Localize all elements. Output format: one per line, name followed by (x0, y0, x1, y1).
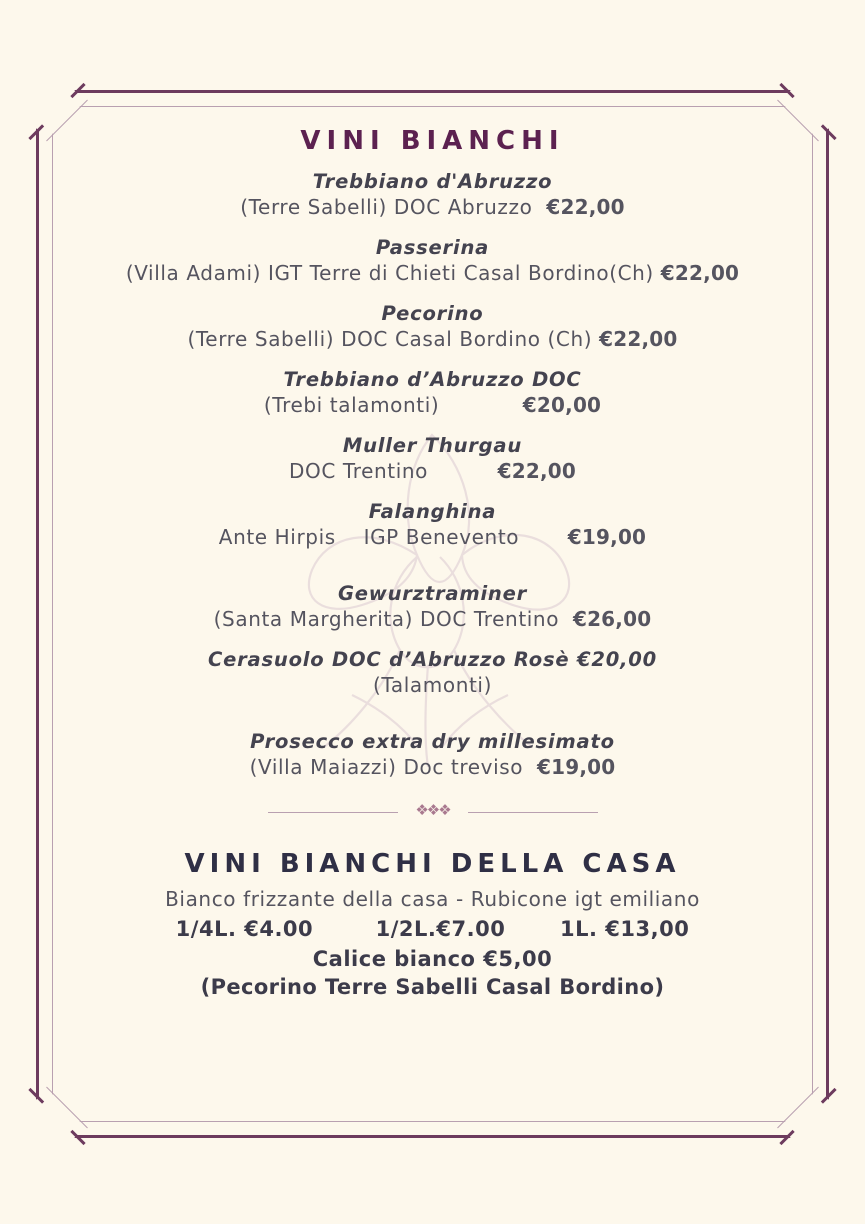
wine-price: €26,00 (572, 607, 652, 631)
wine-name: Falanghina (368, 500, 497, 523)
section-spacer (60, 566, 805, 582)
house-wines-subtitle: Bianco frizzante della casa - Rubicone igt emiliano (165, 887, 700, 911)
wine-description-text: (Villa Adami) IGT Terre di Chieti Casal Bordino(Ch) (125, 261, 661, 285)
wine-description-text: (Terre Sabelli) DOC Abruzzo (240, 195, 547, 219)
wine-name: Trebbiano d’Abruzzo DOC (283, 368, 582, 391)
wine-name: Gewurztraminer (337, 582, 528, 605)
wine-price: €22,00 (599, 327, 678, 351)
wine-name: Prosecco extra dry millesimato (250, 730, 615, 753)
wine-name: Pecorino (381, 302, 484, 325)
wine-description-text: (Terre Sabelli) DOC Casal Bordino (Ch) (187, 327, 600, 351)
wine-subtitle: (Talamonti) (373, 673, 492, 697)
wine-item (60, 302, 805, 351)
wine-item (60, 582, 805, 631)
house-glass-price: Calice bianco €5,00 (312, 947, 553, 971)
wine-description-text: (Villa Maiazzi) Doc treviso (249, 755, 538, 779)
wine-description (60, 195, 805, 219)
house-wines-prices: 1/4L. €4.00 1/2L.€7.00 1L. €13,00 (175, 917, 690, 941)
wine-price: €19,00 (537, 755, 616, 779)
wine-item (60, 170, 805, 219)
house-wines-title: VINI BIANCHI DELLA CASA (184, 849, 681, 879)
wine-name: Trebbiano d'Abruzzo (312, 170, 553, 193)
wine-name: Muller Thurgau (342, 434, 523, 457)
wine-description (60, 607, 805, 631)
wine-description (60, 393, 805, 417)
wine-price: €22,00 (660, 261, 740, 285)
wine-name: Cerasuolo DOC d’Abruzzo Rosè €20,00 (207, 648, 658, 671)
wine-item (60, 500, 805, 549)
wine-item (60, 434, 805, 483)
wine-description (60, 755, 805, 779)
ornament-divider (268, 801, 598, 823)
wine-price: €22,00 (546, 195, 625, 219)
page-title: VINI BIANCHI (300, 126, 565, 156)
wine-name: Passerina (375, 236, 490, 259)
wine-item (60, 730, 805, 779)
wine-description-text: (Santa Margherita) DOC Trentino (213, 607, 573, 631)
wine-description-text: DOC Trentino (289, 459, 498, 483)
wine-item (60, 648, 805, 697)
wine-description (60, 525, 805, 549)
menu-content (60, 112, 805, 999)
wine-description (60, 459, 805, 483)
wine-price: €22,00 (497, 459, 576, 483)
divider-line-right (468, 812, 598, 813)
wine-description-text: Ante Hirpis IGP Benevento (218, 525, 568, 549)
wine-description-text: (Trebi talamonti) (263, 393, 523, 417)
wine-price: €19,00 (567, 525, 647, 549)
house-wines-note: (Pecorino Terre Sabelli Casal Bordino) (200, 975, 665, 999)
divider-ornament-icon: ❖❖❖ (415, 801, 450, 819)
divider-line-left (268, 812, 398, 813)
wine-description (60, 327, 805, 351)
wine-price: €20,00 (522, 393, 602, 417)
wine-item (60, 236, 805, 285)
section-spacer (60, 714, 805, 730)
wine-item (60, 368, 805, 417)
wine-description (60, 261, 805, 285)
